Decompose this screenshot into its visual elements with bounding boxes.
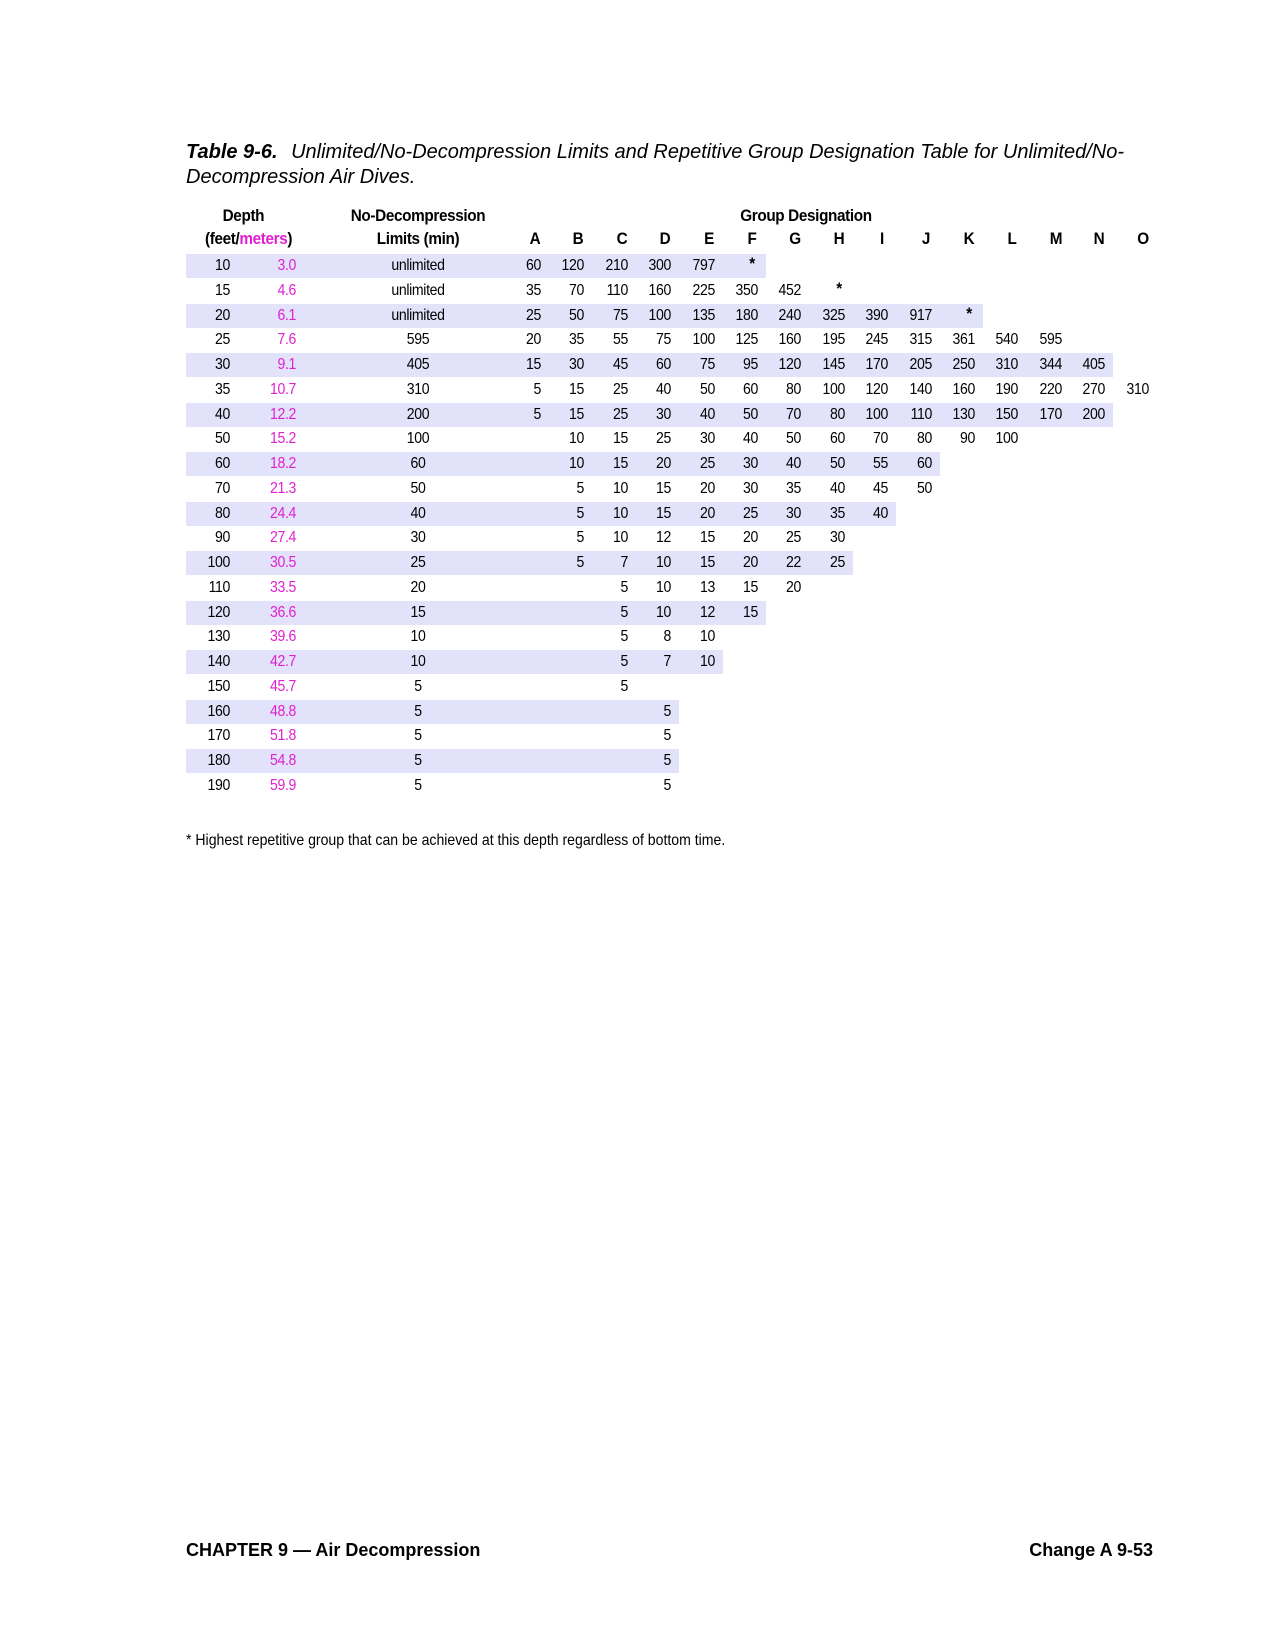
depth-feet: 110: [208, 578, 230, 596]
group-g-time: 40: [786, 455, 802, 472]
depth-feet: 25: [215, 331, 230, 349]
group-k-time: 90: [960, 430, 975, 448]
group-c-time: 75: [612, 306, 628, 324]
group-m-time: 170: [1039, 405, 1062, 423]
group-d-time: 75: [656, 331, 672, 349]
group-j-time: 140: [909, 380, 932, 398]
group-c-time: 5: [620, 628, 628, 646]
group-d-time: 15: [656, 504, 672, 522]
group-e-time: 50: [699, 380, 715, 398]
no-decompression-limit: unlimited: [391, 257, 445, 274]
group-e-time: 20: [699, 504, 715, 522]
group-f-time: 20: [743, 529, 758, 547]
no-decompression-limit: 5: [414, 776, 422, 794]
group-d-time: 10: [656, 603, 672, 621]
group-designation-header: Group Designation: [740, 206, 872, 225]
no-decompression-limit: 15: [410, 603, 426, 621]
group-f-time: 40: [743, 430, 758, 448]
group-c-time: 5: [620, 578, 628, 596]
depth-meters: 21.3: [269, 479, 296, 497]
group-c-time: 15: [612, 455, 628, 472]
group-e-time: 12: [699, 603, 715, 621]
no-decompression-header: No-Decompression: [350, 206, 486, 225]
meters-unit: meters: [239, 229, 288, 248]
group-e-time: 15: [699, 554, 715, 571]
group-d-time: 7: [663, 653, 672, 670]
group-f-time: 95: [743, 356, 758, 373]
group-k-time: 160: [952, 380, 975, 398]
group-a-time: 15: [526, 356, 541, 373]
group-a-time: 60: [526, 257, 541, 274]
group-i-time: 45: [873, 479, 889, 497]
group-e-time: 13: [699, 578, 715, 596]
group-h-time: 25: [829, 554, 845, 571]
group-header-n: N: [1093, 229, 1105, 248]
group-b-time: 5: [576, 504, 585, 522]
depth-feet: 160: [207, 702, 230, 720]
group-d-time: 5: [663, 752, 672, 769]
group-l-time: 100: [995, 430, 1019, 448]
no-decompression-limit: 20: [410, 578, 426, 596]
depth-meters: 27.4: [269, 529, 296, 547]
depth-meters: 4.6: [277, 281, 296, 299]
group-j-time: 50: [916, 479, 932, 497]
group-d-time: 160: [648, 281, 672, 299]
group-h-time: 35: [829, 504, 845, 522]
depth-meters: 15.2: [269, 430, 296, 448]
group-h-time: 40: [829, 479, 845, 497]
group-i-time: 390: [865, 306, 889, 324]
group-f-time: 30: [743, 455, 758, 472]
group-e-time: 10: [699, 628, 715, 646]
group-g-time: 452: [778, 281, 802, 299]
group-e-time: 20: [699, 479, 715, 497]
group-header-l: L: [1007, 229, 1017, 248]
group-k-time: 250: [952, 356, 975, 373]
group-c-time: 110: [606, 281, 628, 299]
group-i-time: 120: [865, 380, 889, 398]
group-i-time: 100: [865, 405, 889, 423]
depth-meters: 10.7: [269, 380, 296, 398]
max-group-marker: *: [966, 303, 972, 323]
group-d-time: 20: [656, 455, 672, 472]
group-h-time: 80: [829, 405, 845, 423]
group-header-g: G: [789, 229, 802, 248]
depth-feet: 15: [215, 281, 230, 299]
group-d-time: 40: [656, 380, 672, 398]
depth-meters: 18.2: [269, 455, 296, 472]
no-decompression-limit: 10: [410, 628, 426, 646]
group-h-time: 60: [829, 430, 845, 448]
group-d-time: 30: [656, 405, 672, 423]
group-j-time: 205: [909, 356, 932, 373]
depth-feet: 140: [207, 653, 230, 670]
group-a-time: 5: [533, 380, 541, 398]
group-j-time: 315: [909, 331, 932, 349]
no-decompression-limit: 310: [406, 380, 430, 398]
group-c-time: 15: [612, 430, 628, 448]
group-i-time: 70: [873, 430, 889, 448]
group-j-time: 917: [909, 306, 932, 324]
group-d-time: 10: [656, 578, 672, 596]
group-k-time: 361: [952, 331, 975, 349]
group-e-time: 75: [699, 356, 715, 373]
group-g-time: 240: [778, 306, 802, 324]
group-g-time: 80: [786, 380, 802, 398]
depth-meters: 36.6: [269, 603, 296, 621]
group-b-time: 10: [569, 430, 585, 448]
units-close: ): [287, 229, 293, 248]
depth-feet: 40: [215, 405, 230, 423]
group-g-time: 120: [778, 356, 802, 373]
group-l-time: 310: [995, 356, 1019, 373]
group-e-time: 30: [699, 430, 715, 448]
depth-feet: 20: [215, 306, 230, 324]
group-h-time: 30: [829, 529, 845, 547]
group-b-time: 120: [561, 257, 585, 274]
group-i-time: 40: [873, 504, 889, 522]
no-decompression-limit: 5: [414, 727, 422, 745]
depth-feet: 190: [207, 776, 230, 794]
depth-feet: 90: [215, 529, 230, 547]
group-d-time: 25: [656, 430, 672, 448]
no-decompression-limit: 5: [414, 702, 422, 720]
group-f-time: 125: [735, 331, 758, 349]
footnote: * Highest repetitive group that can be achieved at this depth regardless of bottom time.: [186, 832, 726, 849]
group-m-time: 220: [1039, 380, 1062, 398]
group-a-time: 25: [526, 306, 541, 324]
group-b-time: 30: [569, 356, 585, 373]
table-title: Unlimited/No-Decompression Limits and Repetitive Group Designation Table for Unlimited/No-Decompression Air Dives.: [186, 141, 1125, 188]
depth-meters: 39.6: [269, 628, 296, 646]
group-b-time: 5: [576, 479, 585, 497]
depth-feet: 100: [207, 554, 230, 571]
group-header-f: F: [747, 229, 757, 248]
group-b-time: 50: [569, 306, 585, 324]
depth-meters: 51.8: [269, 727, 296, 745]
group-e-time: 25: [699, 455, 715, 472]
group-header-b: B: [573, 229, 584, 248]
max-group-marker: *: [749, 254, 755, 273]
depth-meters: 30.5: [269, 554, 296, 571]
group-i-time: 55: [873, 455, 889, 472]
no-decompression-limit: 25: [410, 554, 426, 571]
group-j-time: 60: [916, 455, 932, 472]
group-e-time: 797: [692, 257, 715, 274]
no-decompression-limit: 5: [414, 677, 422, 695]
depth-units-header: [205, 226, 292, 251]
group-a-time: 35: [526, 281, 541, 299]
depth-feet: 50: [215, 430, 230, 448]
group-c-time: 45: [612, 356, 628, 373]
group-d-time: 12: [656, 529, 672, 547]
group-b-time: 10: [569, 455, 585, 472]
group-g-time: 160: [778, 331, 802, 349]
depth-feet: 35: [215, 380, 230, 398]
group-d-time: 8: [663, 628, 672, 646]
group-m-time: 595: [1039, 331, 1062, 349]
group-c-time: 25: [612, 380, 628, 398]
group-f-time: 50: [743, 405, 758, 423]
depth-meters: 33.5: [269, 578, 296, 596]
no-decompression-limit: 405: [406, 356, 430, 373]
depth-meters: 59.9: [269, 776, 296, 794]
group-header-c: C: [616, 229, 628, 248]
group-c-time: 55: [612, 331, 628, 349]
group-c-time: 10: [612, 479, 628, 497]
depth-feet: 70: [215, 479, 230, 497]
group-a-time: 5: [533, 405, 541, 423]
group-h-time: 325: [822, 306, 845, 324]
group-h-time: 50: [829, 455, 845, 472]
group-e-time: 135: [692, 306, 715, 324]
depth-feet: 120: [207, 603, 230, 621]
group-n-time: 405: [1082, 356, 1106, 373]
group-c-time: 10: [612, 504, 628, 522]
group-header-j: J: [921, 229, 930, 248]
group-header-k: K: [963, 229, 975, 248]
group-g-time: 50: [786, 430, 802, 448]
group-f-time: 25: [743, 504, 758, 522]
group-c-time: 5: [620, 603, 628, 621]
group-a-time: 20: [526, 331, 541, 349]
no-decompression-limit: unlimited: [391, 306, 445, 324]
depth-meters: 54.8: [269, 752, 296, 769]
depth-feet: 10: [215, 257, 230, 274]
group-header-o: O: [1136, 229, 1149, 248]
group-c-time: 7: [620, 554, 628, 571]
feet-unit: (feet/: [205, 229, 240, 248]
table-number: Table 9-6.: [186, 141, 278, 163]
group-l-time: 190: [995, 380, 1019, 398]
group-d-time: 300: [648, 257, 672, 274]
depth-feet: 80: [215, 504, 230, 522]
depth-meters: 24.4: [269, 504, 296, 522]
depth-feet: 30: [215, 356, 230, 373]
group-f-time: 15: [743, 603, 758, 621]
group-e-time: 100: [692, 331, 715, 349]
group-f-time: 350: [735, 281, 758, 299]
depth-meters: 42.7: [269, 653, 296, 670]
group-c-time: 25: [612, 405, 628, 423]
max-group-marker: *: [835, 278, 842, 298]
depth-header: Depth: [222, 206, 265, 225]
group-f-time: 30: [743, 479, 758, 497]
group-header-m: M: [1049, 229, 1062, 248]
group-d-time: 5: [663, 776, 672, 794]
depth-meters: 48.8: [269, 702, 296, 720]
group-o-time: 310: [1126, 380, 1149, 398]
no-decompression-limit: 30: [410, 529, 426, 547]
group-c-time: 5: [620, 677, 628, 695]
group-h-time: 100: [822, 380, 845, 398]
no-decompression-limit: 10: [410, 653, 426, 670]
group-b-time: 5: [576, 529, 585, 547]
group-header-h: H: [833, 229, 845, 248]
group-b-time: 35: [569, 331, 585, 349]
group-l-time: 540: [995, 331, 1019, 349]
group-d-time: 5: [663, 727, 672, 745]
group-header-a: A: [529, 229, 541, 248]
footer-chapter: CHAPTER 9 — Air Decompression: [186, 1540, 481, 1560]
group-g-time: 70: [786, 405, 802, 423]
group-h-time: 195: [822, 331, 845, 349]
depth-feet: 130: [207, 628, 230, 646]
group-header-e: E: [703, 229, 714, 248]
no-decompression-limit: 50: [410, 479, 426, 497]
no-decompression-limit: 5: [414, 752, 422, 769]
group-n-time: 200: [1082, 405, 1106, 423]
group-e-time: 10: [699, 653, 715, 670]
group-d-time: 15: [656, 479, 672, 497]
group-j-time: 80: [916, 430, 932, 448]
no-decompression-limit: 100: [406, 430, 430, 448]
group-j-time: 110: [910, 405, 932, 423]
group-c-time: 210: [605, 257, 628, 274]
depth-meters: 9.1: [277, 356, 296, 373]
group-g-time: 30: [786, 504, 802, 522]
no-decompression-limit: 595: [406, 331, 430, 349]
no-decompression-limit: 60: [410, 455, 426, 472]
group-e-time: 225: [692, 281, 715, 299]
group-g-time: 25: [786, 529, 802, 547]
group-g-time: 22: [786, 554, 802, 571]
group-d-time: 10: [656, 554, 672, 571]
group-f-time: 15: [743, 578, 758, 596]
depth-meters: 3.0: [277, 257, 296, 274]
group-d-time: 5: [663, 702, 672, 720]
no-decompression-limit: unlimited: [391, 281, 445, 299]
group-g-time: 20: [786, 578, 802, 596]
group-b-time: 15: [569, 380, 585, 398]
group-l-time: 150: [995, 405, 1019, 423]
depth-meters: 45.7: [269, 677, 296, 695]
group-m-time: 344: [1039, 356, 1062, 373]
group-c-time: 5: [620, 653, 628, 670]
group-h-time: 145: [822, 356, 845, 373]
group-b-time: 70: [569, 281, 585, 299]
group-e-time: 40: [699, 405, 715, 423]
group-d-time: 60: [656, 356, 672, 373]
group-c-time: 10: [612, 529, 628, 547]
no-decompression-limit: 40: [410, 504, 426, 522]
table-caption: [186, 140, 1161, 190]
group-f-time: 60: [743, 380, 758, 398]
group-i-time: 170: [865, 356, 889, 373]
depth-feet: 150: [207, 677, 230, 695]
depth-feet: 60: [215, 455, 230, 472]
group-f-time: 180: [735, 306, 758, 324]
depth-feet: 180: [207, 752, 230, 769]
group-header-d: D: [659, 229, 671, 248]
group-g-time: 35: [786, 479, 802, 497]
group-e-time: 15: [699, 529, 715, 547]
depth-meters: 7.6: [277, 331, 296, 349]
group-b-time: 15: [569, 405, 585, 423]
group-b-time: 5: [576, 554, 585, 571]
group-k-time: 130: [952, 405, 975, 423]
footer-page: Change A 9-53: [1029, 1540, 1153, 1560]
depth-meters: 12.2: [269, 405, 296, 423]
group-f-time: 20: [743, 554, 758, 571]
no-decompression-limit: 200: [406, 405, 430, 423]
group-header-i: I: [880, 229, 885, 248]
depth-meters: 6.1: [277, 306, 296, 324]
group-n-time: 270: [1082, 380, 1106, 398]
limits-header: Limits (min): [376, 229, 460, 248]
group-d-time: 100: [648, 306, 672, 324]
depth-feet: 170: [207, 727, 230, 745]
group-i-time: 245: [865, 331, 889, 349]
